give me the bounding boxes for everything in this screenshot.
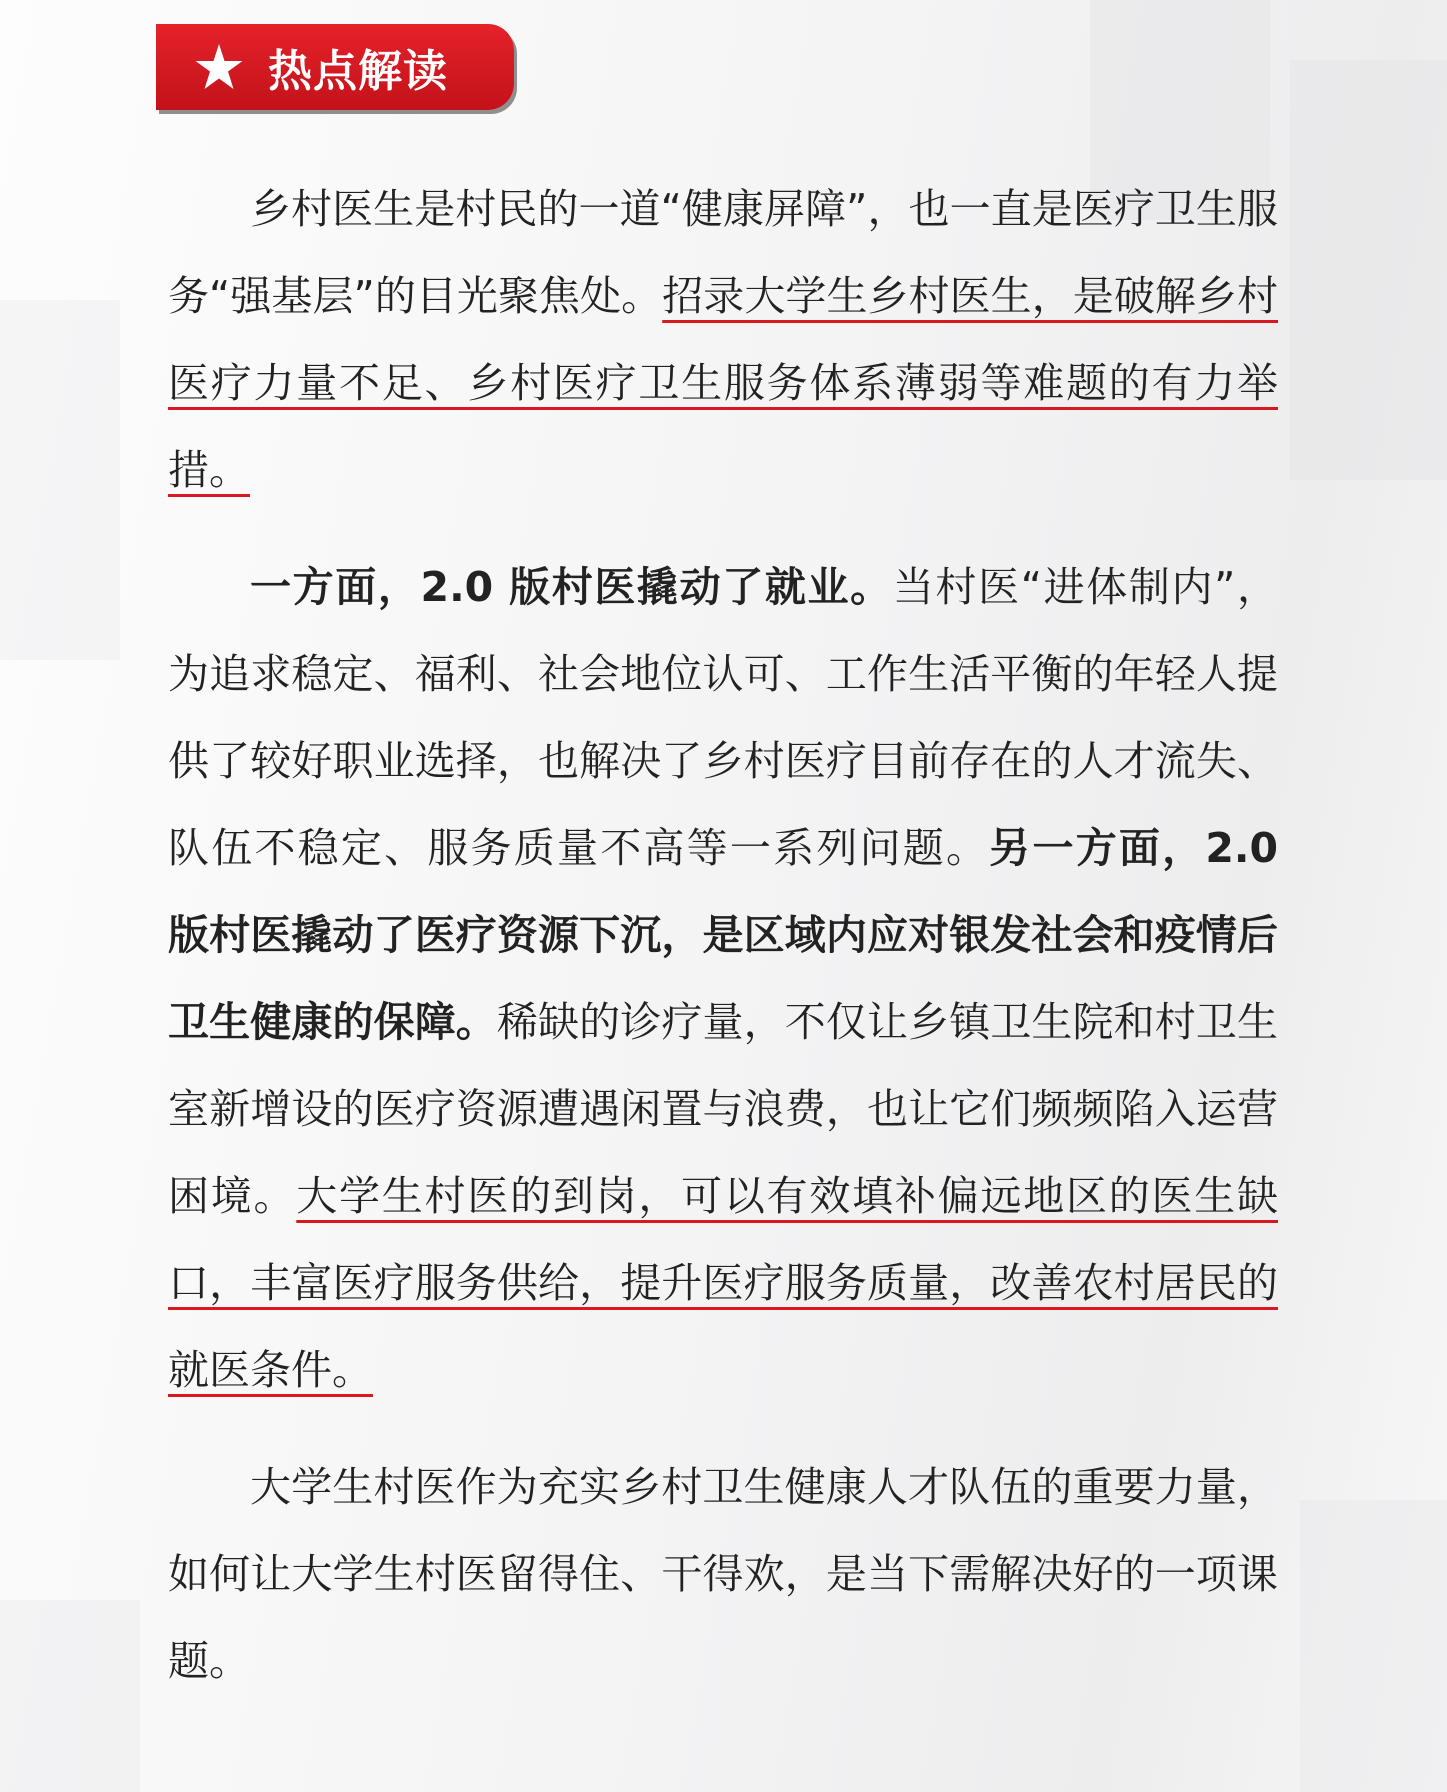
background-shape (1300, 1500, 1447, 1792)
section-header-badge (156, 24, 514, 110)
paragraph-2 (168, 544, 1278, 1414)
paragraph-2-text: 当村医“进体制内”，为追求稳定、福利、社会地位认可、工作生活平衡的年轻人提供了较好职业选择，也解决了乡村医疗目前存在的人才流失、队伍不稳定、服务质量不高等一系列问题。 (168, 563, 1278, 872)
paragraph-2-text-cont: 稀缺的诊疗量，不仅让乡镇卫生院和村卫生室新增设的医疗资源遭遇闲置与浪费，也让它们频频陷入运营困境。 (168, 998, 1279, 1220)
section-title: 热点解读 (268, 46, 448, 97)
paragraph-2-bold-lead: 一方面，2.0 版村医撬动了就业。 (250, 563, 893, 611)
paragraph-2-highlight: 大学生村医的到岗，可以有效填补偏远地区的医生缺口，丰富医疗服务供给，提升医疗服务质量，改善农村居民的就医条件。 (168, 1172, 1278, 1394)
background-shape (0, 1600, 140, 1792)
background-shape (0, 300, 120, 660)
paragraph-3 (168, 1444, 1278, 1705)
background-shape (1290, 60, 1447, 480)
star-icon (194, 42, 244, 92)
paragraph-1-text: 乡村医生是村民的一道“健康屏障”，也一直是医疗卫生服务“强基层”的目光聚焦处。 (168, 185, 1278, 320)
paragraph-3-text: 大学生村医作为充实乡村卫生健康人才队伍的重要力量，如何让大学生村医留得住、干得欢，是当下需解决好的一项课题。 (168, 1463, 1278, 1685)
paragraph-1 (168, 166, 1278, 514)
paragraph-1-highlight: 招录大学生乡村医生，是破解乡村医疗力量不足、乡村医疗卫生服务体系薄弱等难题的有力举措。 (168, 272, 1279, 494)
paragraph-2-bold-point: 另一方面，2.0 版村医撬动了医疗资源下沉，是区域内应对银发社会和疫情后卫生健康的保障。 (168, 824, 1278, 1046)
article-body (168, 166, 1278, 1705)
